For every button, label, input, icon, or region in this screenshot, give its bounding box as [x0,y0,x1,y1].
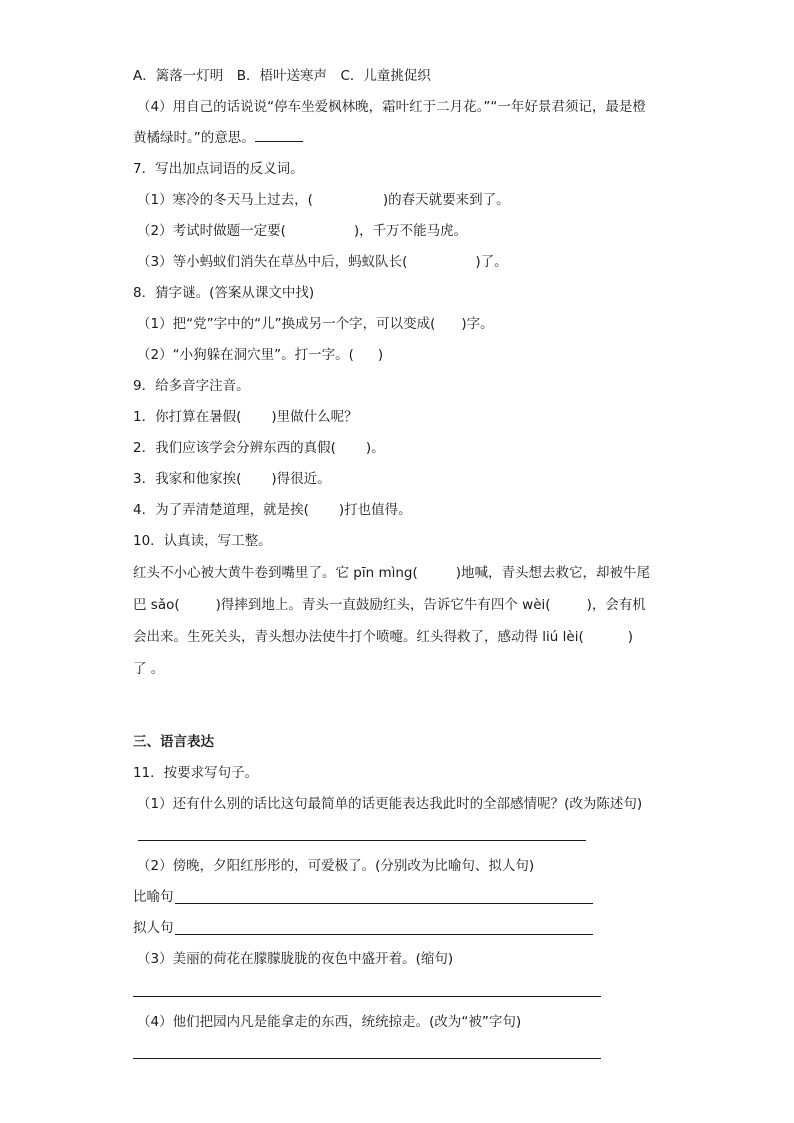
q11-item-3: （3）美丽的荷花在朦朦胧胧的夜色中盛开着。(缩句) [137,951,454,967]
q10-title: 10．认真读，写工整。 [133,533,272,549]
q10-line2-text-c: )，会有机 [586,597,646,613]
q6-options: A．篱落一灯明 B．梧叶送寒声 C．儿童挑促织 [133,68,431,84]
q9-item-3-text-b: )得很近。 [271,471,331,487]
q10-line3-text-a: 会出来。生死关头，青头想办法使牛打个喷嚏。红头得救了，感动得 liú lèi( [133,629,584,645]
q10-passage-line4: 了 。 [133,661,165,677]
q7-item-3-text-a: （3）等小蚂蚁们消失在草丛中后，蚂蚁队长( [137,254,408,270]
simile-answer-line[interactable] [175,903,593,904]
q9-item-3-text-a: 3．我家和他家挨( [133,471,242,487]
q10-passage-line3 [133,627,633,647]
q6-item-4-line2 [133,128,303,148]
q7-item-2 [137,221,467,241]
q10-passage-line1 [133,563,650,583]
q9-item-2 [133,438,385,458]
q10-passage-line2 [133,595,646,615]
answer-blank[interactable] [255,129,303,142]
q7-item-1 [137,190,510,210]
q9-title: 9．给多音字注音。 [133,378,250,394]
q7-item-3-text-b: )了。 [475,254,508,270]
answer-line[interactable] [133,996,601,997]
q8-item-1 [137,314,494,334]
personify-answer-line[interactable] [175,934,593,935]
q9-item-4-text-a: 4．为了弄清楚道理，就是挨( [133,502,309,518]
q7-item-1-text-a: （1）寒冷的冬天马上过去，( [137,192,313,208]
q8-item-2 [137,345,383,365]
q9-item-2-text-b: )。 [365,440,385,456]
q10-line2-text-a: 巴 sǎo( [133,597,180,613]
q10-line1-text-b: )地喊，青头想去救它，却被牛尾 [455,565,651,581]
q8-item-2-text-b: ) [377,347,384,363]
q6-item-4-text: 黄橘绿时。”的意思。 [133,130,255,146]
q9-item-2-text-a: 2．我们应该学会分辨东西的真假( [133,440,336,456]
q9-item-1-text-a: 1．你打算在暑假( [133,409,242,425]
q8-title: 8．猜字谜。(答案从课文中找) [133,285,315,301]
q7-title: 7．写出加点词语的反义词。 [133,161,304,177]
q7-item-3 [137,252,508,272]
q8-item-2-text-a: （2）“小狗躲在洞穴里”。打一字。( [137,347,354,363]
q7-item-1-text-b: )的春天就要来到了。 [382,192,510,208]
q6-item-4-line1: （4）用自己的话说说“停车坐爱枫林晚，霜叶红于二月花。”“一年好景君须记，最是橙 [137,99,646,115]
q9-item-1 [133,407,358,427]
q11-item-2: （2）傍晚，夕阳红彤彤的，可爱极了。(分别改为比喻句、拟人句) [137,858,535,874]
q11-item-4: （4）他们把园内凡是能拿走的东西，统统掠走。(改为“被”字句) [137,1014,522,1030]
q11-title: 11．按要求写句子。 [133,765,259,781]
q7-item-2-text-a: （2）考试时做题一定要( [137,223,286,239]
q11-item-2-personify-label: 拟人句 [133,920,174,936]
q11-item-2-simile-label: 比喻句 [133,889,174,905]
q11-item-1: （1）还有什么别的话比这句最简单的话更能表达我此时的全部感情呢？(改为陈述句) [137,796,643,812]
q10-line1-text-a: 红头不小心被大黄牛卷到嘴里了。它 pīn mìng( [133,565,418,581]
answer-line[interactable] [133,1058,601,1059]
section-3-title: 三、语言表达 [133,734,214,750]
q7-item-2-text-b: )，千万不能马虎。 [353,223,468,239]
q9-item-4 [133,500,412,520]
q9-item-1-text-b: )里做什么呢？ [271,409,358,425]
q8-item-1-text-b: )字。 [461,316,494,332]
q9-item-3 [133,469,331,489]
q9-item-4-text-b: )打也值得。 [338,502,412,518]
q10-line2-text-b: )得摔到地上。青头一直鼓励红头，告诉它牛有四个 wèi( [215,597,551,613]
answer-line[interactable] [138,840,586,841]
q10-line3-text-b: ) [627,629,633,645]
q8-item-1-text-a: （1）把“党”字中的“儿”换成另一个字，可以变成( [137,316,436,332]
